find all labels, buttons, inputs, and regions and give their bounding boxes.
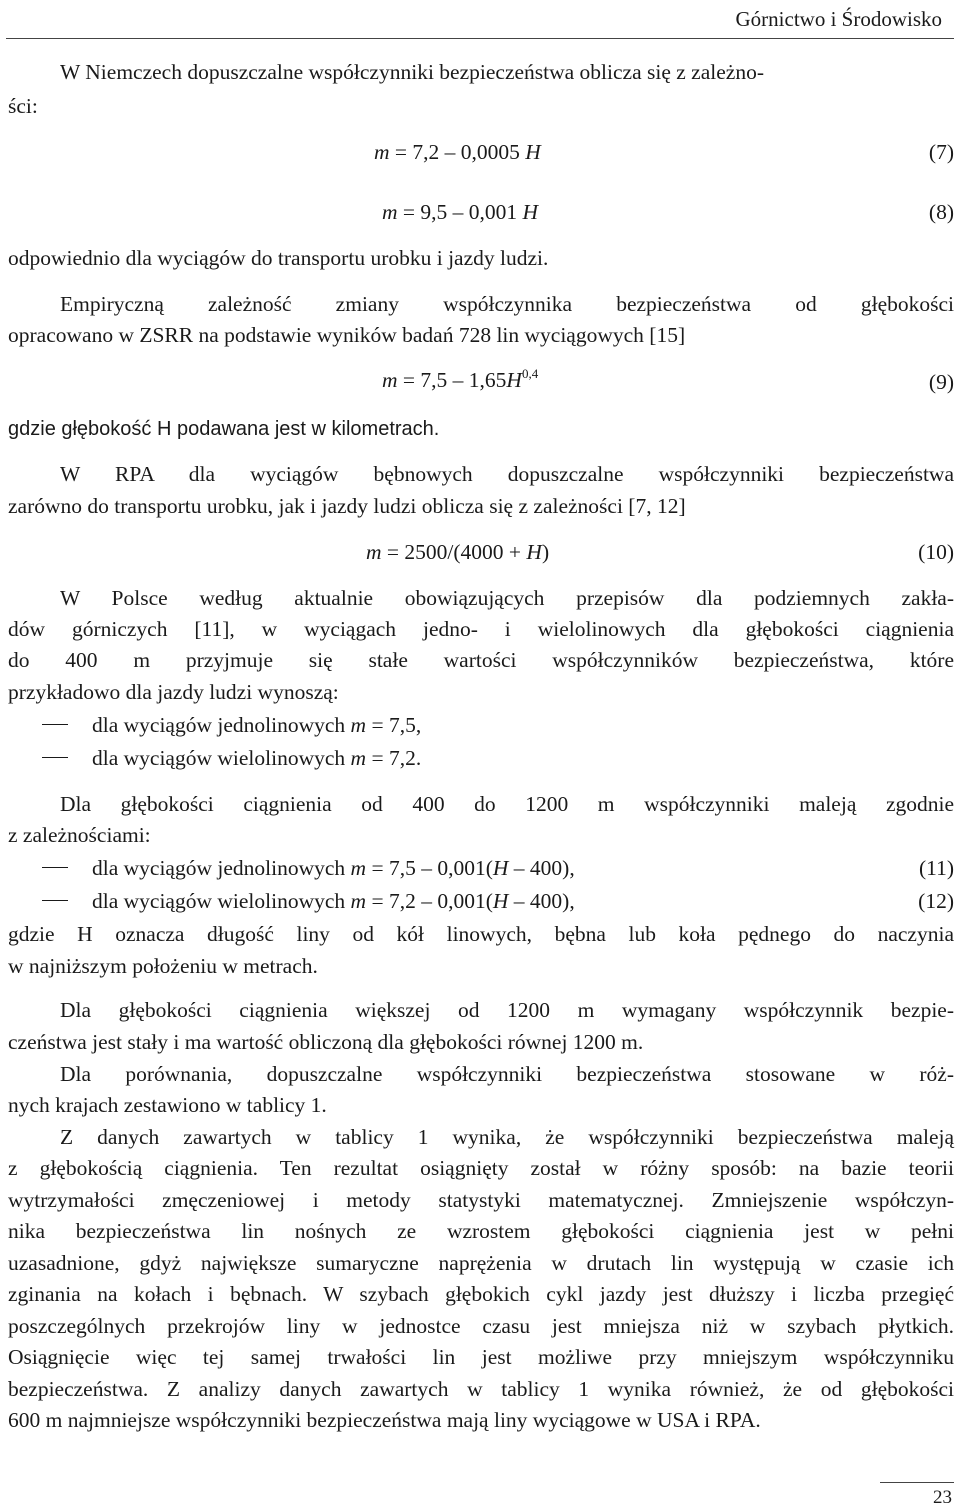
paragraph-line: w najniższym położeniu w metrach. [8,954,318,978]
paragraph-line: gdzie H oznacza długość liny od kół linowych, bębna lub koła pędnego do naczynia [8,922,954,946]
eq-expression: = 2500/(4000 + [381,540,527,564]
paragraph-line: ści: [8,94,38,118]
eq-expression: = 7,2 – 0,0005 [389,140,526,164]
equation-number: (12) [918,889,954,913]
paragraph-line: dów górniczych [11], w wyciągach jedno- i wielolinowych dla głębokości ciągnienia [8,617,954,641]
paragraph-line: Z danych zawartych w tablicy 1 wynika, że współczynniki bezpieczeństwa maleją [60,1125,954,1149]
equation-number: (11) [918,856,954,880]
list-item-text: dla wyciągów jednolinowych m = 7,5 – 0,001(H – 400), [92,856,575,880]
equation-number: (9) [928,370,954,394]
list-item-text: dla wyciągów jednolinowych m = 7,5, [92,713,422,737]
paragraph-line: Osiągnięcie więc tej samej trwałości lin jest możliwe przy mniejszym współczynniku [8,1345,954,1369]
running-header: Górnictwo i Środowisko [735,7,942,31]
paragraph-line: odpowiednio dla wyciągów do transportu urobku i jazdy ludzi. [8,246,549,270]
paragraph-line: W RPA dla wyciągów bębnowych dopuszczalne współczynniki bezpieczeństwa [60,462,954,486]
paragraph-line: z zależnościami: [8,823,151,847]
paragraph-line: gdzie głębokość H podawana jest w kilometrach. [8,418,440,440]
paragraph-line: nych krajach zestawiono w tablicy 1. [8,1093,327,1117]
paragraph-line: nika bezpieczeństwa lin nośnych ze wzrostem głębokości ciągnienia jest w pełni [8,1219,954,1243]
equation-number: (8) [928,200,954,224]
eq-exponent: 0,4 [521,366,539,381]
paragraph-line: W Niemczech dopuszczalne współczynniki bezpieczeństwa oblicza się z zależno- [60,60,764,84]
equation-9 [382,366,538,394]
eq-var-h: H [526,540,542,564]
eq-var-h: H [506,368,522,392]
eq-var-h: H [522,200,539,224]
paragraph-line: bezpieczeństwa. Z analizy danych zawartych w tablicy 1 wynika również, że od głębokości [8,1377,954,1401]
eq-var-m: m [366,540,382,564]
paragraph-line: 600 m najmniejsze współczynniki bezpieczeństwa mają liny wyciągowe w USA i RPA. [8,1408,761,1432]
paragraph-line: Dla głębokości ciągnienia większej od 1200 m wymagany współczynnik bezpie- [60,998,954,1022]
eq-expression: = 7,5 – 1,65 [397,368,507,392]
footer-rule [880,1482,954,1483]
paragraph-line: zarówno do transportu urobku, jak i jazdy ludzi oblicza się z zależności [7, 12] [8,494,686,518]
equation-10 [366,538,549,566]
list-item-text: dla wyciągów wielolinowych m = 7,2 – 0,001(H – 400), [92,889,575,913]
paragraph-line: przykładowo dla jazdy ludzi wynoszą: [8,680,339,704]
dash-bullet [42,724,68,725]
paragraph-line: W Polsce według aktualnie obowiązujących przepisów dla podziemnych zakła- [60,586,954,610]
eq-var-m: m [374,140,390,164]
paragraph-line: do 400 m przyjmuje się stałe wartości współczynników bezpieczeństwa, które [8,648,954,672]
header-rule [6,38,954,39]
paragraph-line: z głębokością ciągnienia. Ten rezultat osiągnięty został w różny sposób: na bazie teorii [8,1156,954,1180]
equation-number: (10) [918,540,954,564]
dash-bullet [42,867,68,868]
eq-var-h: H [525,140,541,164]
eq-var-m: m [382,368,398,392]
equation-7 [374,138,541,166]
paragraph-line: Empiryczną zależność zmiany współczynnika bezpieczeństwa od głębokości [60,292,954,316]
paragraph-line: poszczególnych przekrojów liny w jednostce czasu jest mniejsza niż w szybach płytkich. [8,1314,954,1338]
paragraph-line: czeństwa jest stały i ma wartość obliczoną dla głębokości równej 1200 m. [8,1030,644,1054]
dash-bullet [42,757,68,758]
equation-number: (7) [928,140,954,164]
equation-8 [382,198,538,226]
paragraph-line: uzasadnione, gdyż największe sumaryczne naprężenia w drutach lin występują w czasie ich [8,1251,954,1275]
paragraph-line: Dla porównania, dopuszczalne współczynniki bezpieczeństwa stosowane w róż- [60,1062,954,1086]
eq-tail: ) [541,540,550,564]
paragraph-line: zginania na kołach i bębnach. W szybach głębokich cykl jazdy jest dłuższy i liczba przegięć [8,1282,954,1306]
eq-expression: = 9,5 – 0,001 [397,200,523,224]
paragraph-line: wytrzymałości zmęczeniowej i metody statystyki matematycznej. Zmniejszenie współczyn- [8,1188,954,1212]
eq-var-m: m [382,200,398,224]
dash-bullet [42,900,68,901]
paragraph-line: Dla głębokości ciągnienia od 400 do 1200 m współczynniki maleją zgodnie [60,792,954,816]
paragraph-line: opracowano w ZSRR na podstawie wyników badań 728 lin wyciągowych [15] [8,323,686,347]
page-number: 23 [933,1487,952,1508]
list-item-text: dla wyciągów wielolinowych m = 7,2. [92,746,422,770]
